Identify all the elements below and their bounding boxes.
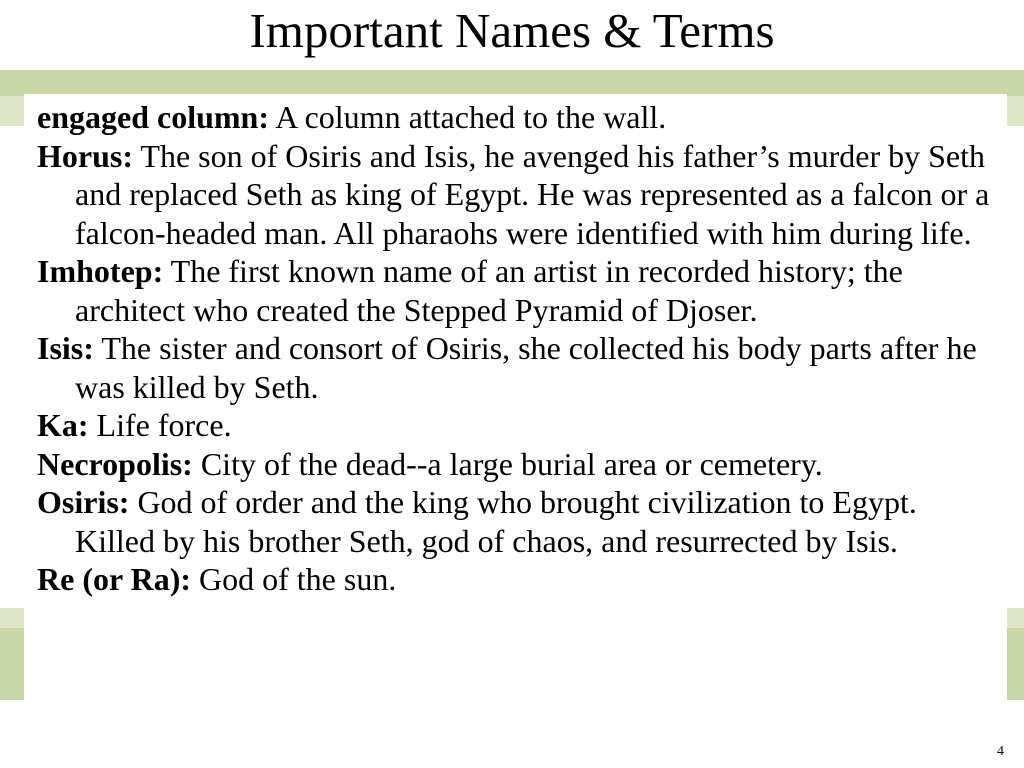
page-number: 4 [997,744,1004,759]
term-horus [37,137,997,253]
term-definition: A column attached to the wall. [269,99,667,135]
term-definition: Life force. [88,407,232,443]
term-name: Ka: [37,407,89,443]
term-osiris [37,483,997,560]
term-name: Re (or Ra): [37,561,192,597]
term-name: engaged column: [37,99,269,135]
term-definition: City of the dead--a large burial area or cemetery. [192,445,823,482]
term-engaged-column [37,98,997,137]
term-definition: The son of Osiris and Isis, he avenged his father’s murder by Seth and replaced Seth as king of Egypt. He was represented as a falcon or a falcon-headed man. All pharaohs were identified with him during life. [75,137,990,251]
term-name: Imhotep: [37,253,164,289]
slide-title: Important Names & Terms [249,3,775,58]
term-name: Necropolis: [37,445,193,482]
term-isis [37,329,997,406]
term-necropolis [37,445,997,484]
term-definition: The first known name of an artist in recorded history; the architect who created the Stepped Pyramid of Djoser. [75,253,903,328]
term-name: Osiris: [37,484,130,520]
term-ka [37,406,997,445]
term-name: Horus: [37,137,133,174]
term-re [37,560,997,599]
term-name: Isis: [37,330,94,366]
top-green-band [0,70,1024,96]
term-imhotep [37,252,997,329]
term-definition: God of order and the king who brought civilization to Egypt. Killed by his brother Seth, god of chaos, and resurrected by Isis. [75,484,917,559]
term-definition: The sister and consort of Osiris, she collected his body parts after he was killed by Seth. [75,330,977,405]
term-list [37,98,997,599]
term-definition: God of the sun. [191,561,397,597]
